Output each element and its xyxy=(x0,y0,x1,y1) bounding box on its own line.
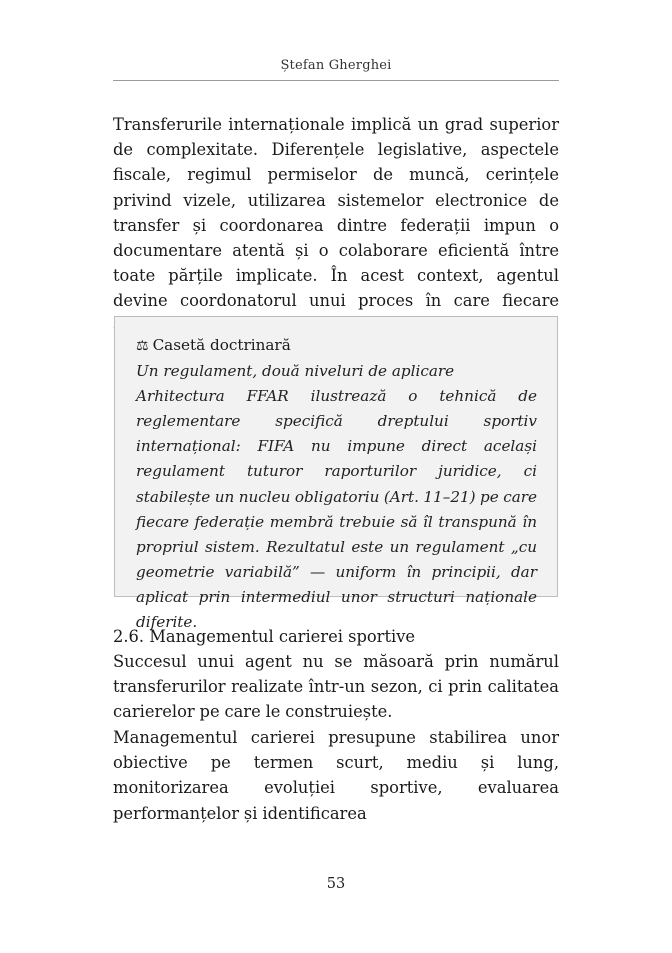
section-paragraph-2: Managementul carierei presupune stabilirea unor obiective pe termen scurt, mediu și lung, monitorizarea evoluției sportive, evaluarea performanțelor și identificarea xyxy=(113,728,559,823)
section-paragraph-1: Succesul unui agent nu se măsoară prin numărul transferurilor realizate într-un sezon, ci prin calitatea carierelor pe care le construiește. xyxy=(113,652,559,722)
doctrine-box-title xyxy=(136,333,537,359)
doctrine-box-body: Arhitectura FFAR ilustrează o tehnică de reglementare specifică dreptului sportiv internațional: FIFA nu impune direct același regulament tuturor raporturilor juridice, ci stabilește un nucleu obligatoriu (Art. 11–21) pe care fiecare federație membră trebuie să îl transpună în propriul sistem. Rezultatul este un regulament „cu geometrie variabilă” — uniform în principii, dar aplicat prin intermediul unor structuri naționale diferite. xyxy=(136,387,537,632)
running-header: Ștefan Gherghei xyxy=(280,58,392,73)
section-heading: 2.6. Managementul carierei sportive xyxy=(113,627,416,646)
doctrine-box xyxy=(114,316,558,632)
header-divider xyxy=(113,80,559,81)
intro-paragraph: Transferurile internaționale implică un grad superior de complexitate. Diferențele legislative, aspectele fiscale, regimul permiselor de muncă, cerințele privind vizele, utilizarea sistemelor electronice de transfer și coordonarea dintre federații impun o documentare atentă și o colaborare eficientă între toate părțile implicate. În acest context, agentul devine coordonatorul unui proces în care fiecare xyxy=(113,115,559,311)
doctrine-box-subtitle: Un regulament, două niveluri de aplicare xyxy=(136,362,455,381)
page-number: 53 xyxy=(326,876,346,892)
doctrine-box-title-text: Casetă doctrinară xyxy=(152,336,291,354)
balance-scale-icon: ⚖ xyxy=(136,338,149,354)
